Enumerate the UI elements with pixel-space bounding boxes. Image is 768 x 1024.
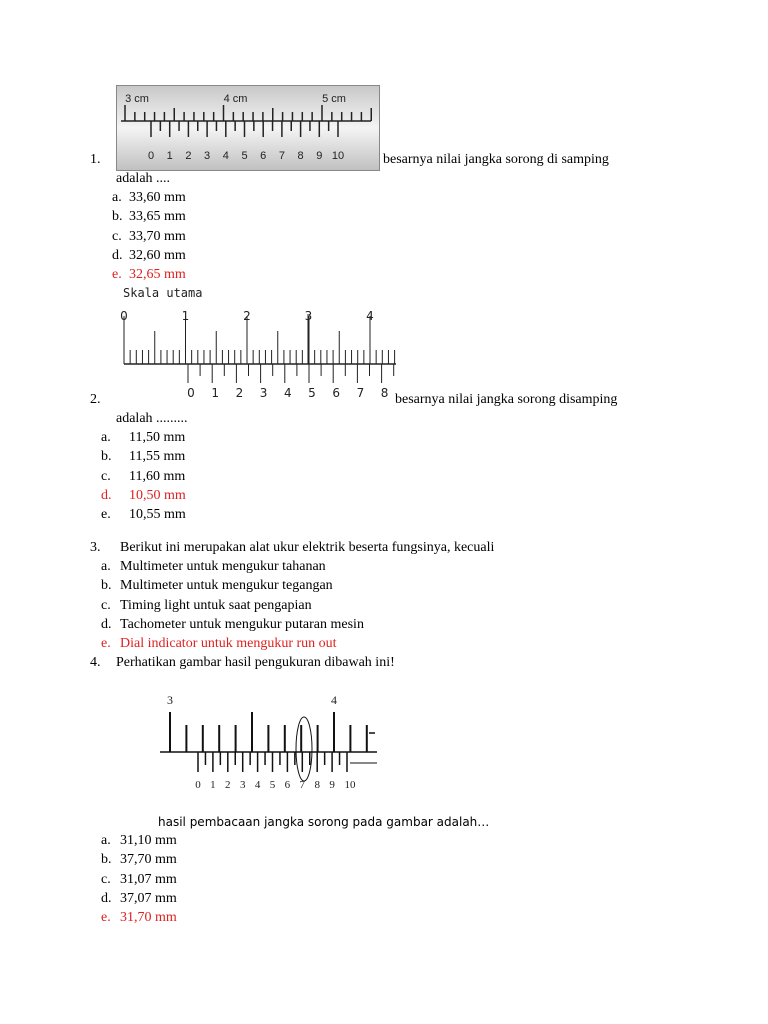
option-b — [112, 209, 186, 225]
option-letter: d. — [101, 616, 112, 632]
option-d — [101, 488, 186, 504]
option-letter: a. — [101, 833, 111, 848]
scale-label: 7 — [278, 150, 285, 162]
option-e — [112, 267, 186, 283]
scale-label: 3 — [204, 150, 211, 162]
option-text: 37,07 mm — [120, 890, 177, 906]
scale-label: 0 — [120, 309, 128, 323]
q4-caption: hasil pembacaan jangka sorong pada gambar adalah… — [158, 815, 490, 829]
option-letter: d. — [101, 487, 112, 503]
scale-label: 4 — [331, 693, 337, 707]
q3-question: Berikut ini merupakan alat ukur elektrik beserta fungsinya, kecuali — [120, 540, 495, 555]
scale-label: 10 — [331, 150, 345, 162]
option-letter: e. — [101, 507, 111, 523]
scale-label: 4 — [222, 150, 229, 162]
scale-label: 6 — [332, 386, 341, 400]
q2-caliper-figure — [116, 284, 396, 404]
highlight-ellipse — [296, 717, 312, 781]
option-letter: d. — [101, 890, 112, 906]
option-b — [101, 449, 185, 465]
scale-label: 3 — [304, 309, 313, 323]
scale-label: 8 — [380, 386, 389, 400]
scale-label: 0 — [195, 779, 201, 791]
scale-label: 5 — [269, 779, 276, 791]
scale-title: Skala utama — [123, 286, 203, 300]
option-text: 31,07 mm — [120, 871, 177, 887]
scale-label: 2 — [235, 386, 244, 400]
option-text: 33,65 mm — [129, 209, 186, 225]
option-b — [101, 578, 333, 594]
scale-label: 2 — [243, 309, 251, 323]
scale-label: 3 cm — [125, 93, 149, 105]
option-c — [101, 872, 177, 888]
q1-caliper-figure — [116, 85, 380, 171]
option-text: 31,10 mm — [120, 833, 177, 848]
option-text: 10,55 mm — [129, 507, 186, 523]
option-text: 11,60 mm — [129, 468, 186, 484]
option-e — [101, 636, 337, 652]
option-d — [112, 248, 186, 264]
scale-label: 9 — [316, 150, 323, 162]
scale-label: 4 — [283, 386, 292, 400]
scale-label: 6 — [260, 150, 267, 162]
scale-label: 7 — [299, 779, 306, 791]
scale-label: 9 — [329, 779, 335, 791]
option-text: Tachometer untuk mengukur putaran mesin — [120, 616, 364, 632]
scale-label: 7 — [356, 386, 365, 400]
scale-label: 4 — [254, 779, 261, 791]
option-text: 33,60 mm — [129, 190, 186, 205]
scale-label: 4 — [366, 309, 374, 323]
q2-question-cont: adalah ......... — [116, 411, 188, 426]
option-letter: a. — [112, 190, 122, 205]
scale-label: 1 — [211, 386, 220, 400]
option-a — [101, 430, 185, 446]
option-letter: b. — [112, 209, 123, 225]
option-a — [101, 833, 177, 849]
option-letter: a. — [101, 430, 111, 445]
scale-label: 6 — [284, 779, 291, 791]
scale-label: 0 — [187, 386, 195, 400]
option-text: 11,55 mm — [129, 449, 186, 465]
scale-label: 5 — [241, 150, 248, 162]
scale-label: 2 — [225, 779, 231, 791]
scale-label: 1 — [210, 779, 216, 791]
q1-question: besarnya nilai jangka sorong di samping — [383, 152, 609, 167]
option-c — [112, 229, 186, 245]
option-letter: e. — [101, 636, 111, 652]
scale-label: 0 — [147, 150, 155, 162]
scale-label: 10 — [344, 779, 356, 791]
option-c — [101, 598, 312, 614]
q4-number: 4. — [90, 655, 101, 670]
q2-question: besarnya nilai jangka sorong disamping — [395, 392, 618, 407]
scale-label: 1 — [166, 150, 173, 162]
q1-number: 1. — [90, 152, 101, 167]
scale-label: 2 — [185, 150, 192, 162]
option-text: Multimeter untuk mengukur tahanan — [120, 559, 326, 574]
option-letter: d. — [112, 247, 123, 263]
option-d — [101, 617, 364, 633]
option-b — [101, 852, 177, 868]
option-a — [112, 190, 186, 206]
option-text: 32,60 mm — [129, 247, 186, 263]
option-letter: b. — [101, 449, 112, 465]
option-letter: e. — [101, 910, 111, 926]
option-text: 32,65 mm — [129, 267, 186, 283]
scale-label: 5 — [308, 386, 316, 400]
option-text: Multimeter untuk mengukur tegangan — [120, 578, 333, 594]
scale-label: 4 cm — [223, 93, 248, 105]
scale-label: 1 — [181, 309, 190, 323]
option-letter: c. — [101, 597, 111, 613]
option-text: 11,50 mm — [129, 430, 186, 445]
option-text: Dial indicator untuk mengukur run out — [120, 636, 337, 652]
option-letter: a. — [101, 559, 111, 574]
option-letter: b. — [101, 578, 112, 594]
scale-label: 8 — [314, 779, 320, 791]
option-text: 10,50 mm — [129, 487, 186, 503]
option-text: Timing light untuk saat pengapian — [120, 597, 312, 613]
q2-number: 2. — [90, 392, 101, 407]
option-d — [101, 891, 177, 907]
q4-caliper-figure — [155, 685, 385, 795]
option-text: 37,70 mm — [120, 852, 177, 868]
scale-label: 3 — [239, 779, 246, 791]
option-e — [101, 910, 177, 926]
option-a — [101, 559, 326, 575]
q1-question-cont: adalah .... — [116, 171, 171, 186]
scale-label: 8 — [297, 150, 304, 162]
option-text: 33,70 mm — [129, 228, 186, 244]
q3-number: 3. — [90, 540, 101, 555]
q4-question: Perhatikan gambar hasil pengukuran dibawah ini! — [116, 655, 395, 670]
scale-label: 5 cm — [322, 93, 346, 105]
option-letter: c. — [101, 468, 111, 484]
option-letter: e. — [112, 267, 122, 283]
option-letter: b. — [101, 852, 112, 868]
option-letter: c. — [101, 871, 111, 887]
scale-label: 3 — [167, 693, 173, 707]
option-text: 31,70 mm — [120, 910, 177, 926]
scale-label: 3 — [259, 386, 268, 400]
option-e — [101, 507, 186, 523]
option-letter: c. — [112, 228, 122, 244]
option-c — [101, 469, 185, 485]
